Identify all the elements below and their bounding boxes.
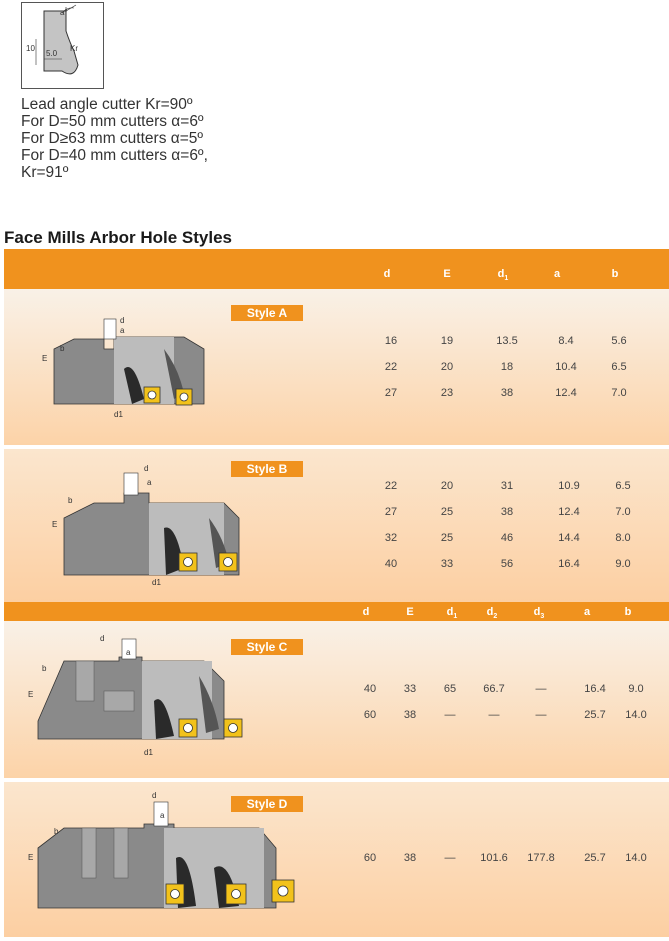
col-a: a <box>583 606 591 618</box>
lead-angle-diagram <box>21 2 104 89</box>
style-d-section <box>4 782 669 937</box>
table-cell: 23 <box>440 387 454 399</box>
table-cell: 16.4 <box>584 683 606 695</box>
table-cell: 16.4 <box>558 558 580 570</box>
style-c-badge: Style C <box>231 639 303 655</box>
table-cell: 32 <box>384 532 398 544</box>
table-cell: 6.5 <box>611 361 627 373</box>
table-cell: 6.5 <box>615 480 631 492</box>
table-cell: 66.7 <box>483 683 505 695</box>
style-d-badge: Style D <box>231 796 303 812</box>
dim-a: a <box>120 326 125 335</box>
col-a: a <box>553 268 561 280</box>
col-d2: $d_2$ <box>486 606 498 620</box>
table-cell: — <box>535 683 547 695</box>
note-line: Lead angle cutter Kr=90º <box>21 96 193 113</box>
col-b: b <box>624 606 632 618</box>
table-cell: 40 <box>384 558 398 570</box>
style-c-section <box>4 621 669 778</box>
style-a-badge: Style A <box>231 305 303 321</box>
dim-e: E <box>52 520 58 529</box>
dim-d1: d1 <box>144 748 153 757</box>
table-cell: 31 <box>500 480 514 492</box>
table-cell: 14.0 <box>625 852 647 864</box>
dim-a: a <box>126 648 131 657</box>
table-cell: 20 <box>440 480 454 492</box>
table-cell: 25 <box>440 506 454 518</box>
table-header-ab <box>4 249 669 289</box>
dim-d: d <box>120 316 125 325</box>
table-cell: — <box>535 709 547 721</box>
table-cell: 10.4 <box>555 361 577 373</box>
dim-d: d <box>152 791 157 800</box>
table-cell: 33 <box>403 683 417 695</box>
style-b-badge: Style B <box>231 461 303 477</box>
table-cell: 33 <box>440 558 454 570</box>
col-d: d <box>362 606 370 618</box>
dim-d: d <box>100 634 105 643</box>
table-cell: 25.7 <box>584 709 606 721</box>
style-b-section <box>4 449 669 602</box>
table-cell: — <box>488 709 500 721</box>
dim-b: b <box>54 827 59 836</box>
table-cell: 14.4 <box>558 532 580 544</box>
table-cell: 60 <box>363 709 377 721</box>
table-cell: 9.0 <box>615 558 631 570</box>
note-line: For D=50 mm cutters α=6º <box>21 113 204 130</box>
table-cell: 65 <box>443 683 457 695</box>
label-5: 5.0 <box>46 49 58 58</box>
col-d3: $d_3$ <box>533 606 545 620</box>
label-a-degree: a° <box>60 8 68 17</box>
table-cell: 12.4 <box>555 387 577 399</box>
section-title: Face Mills Arbor Hole Styles <box>4 228 232 247</box>
dim-d1: d1 <box>152 578 161 587</box>
table-cell: 16 <box>384 335 398 347</box>
table-cell: 13.5 <box>496 335 518 347</box>
col-e: E <box>443 268 451 280</box>
table-cell: 60 <box>363 852 377 864</box>
dim-d1: d1 <box>114 410 123 419</box>
table-cell: 20 <box>440 361 454 373</box>
table-cell: 10.9 <box>558 480 580 492</box>
note-line: Kr=91º <box>21 164 69 181</box>
table-cell: 38 <box>403 709 417 721</box>
dim-a: a <box>160 811 165 820</box>
table-cell: 40 <box>363 683 377 695</box>
col-d: d <box>383 268 391 280</box>
table-cell: 27 <box>384 387 398 399</box>
col-b: b <box>611 268 619 280</box>
dim-b: b <box>60 344 65 353</box>
table-cell: 7.0 <box>615 506 631 518</box>
table-cell: 19 <box>440 335 454 347</box>
style-a-section <box>4 289 669 445</box>
dim-a: a <box>147 478 152 487</box>
table-cell: 12.4 <box>558 506 580 518</box>
table-cell: 38 <box>500 506 514 518</box>
table-cell: 25.7 <box>584 852 606 864</box>
col-d1: $d_1$ <box>497 268 509 282</box>
dim-e: E <box>28 853 34 862</box>
table-header-cd <box>4 602 669 621</box>
table-cell: 5.6 <box>611 335 627 347</box>
dim-e: E <box>42 354 48 363</box>
lead-angle-notes <box>21 96 208 181</box>
table-cell: 22 <box>384 480 398 492</box>
note-line: For D=40 mm cutters α=6º, <box>21 147 208 164</box>
table-cell: — <box>444 709 456 721</box>
table-cell: 8.0 <box>615 532 631 544</box>
col-d1: $d_1$ <box>446 606 458 620</box>
note-line: For D≥63 mm cutters α=5º <box>21 130 204 147</box>
dim-d: d <box>144 464 149 473</box>
table-cell: 22 <box>384 361 398 373</box>
dim-b: b <box>68 496 73 505</box>
label-10: 10 <box>26 44 35 53</box>
table-cell: 101.6 <box>480 852 508 864</box>
table-cell: 18 <box>500 361 514 373</box>
dim-e: E <box>28 690 34 699</box>
table-cell: 38 <box>403 852 417 864</box>
table-cell: 38 <box>500 387 514 399</box>
table-cell: 25 <box>440 532 454 544</box>
table-cell: — <box>444 852 456 864</box>
col-e: E <box>406 606 414 618</box>
table-cell: 14.0 <box>625 709 647 721</box>
table-cell: 7.0 <box>611 387 627 399</box>
table-cell: 177.8 <box>527 852 555 864</box>
table-cell: 56 <box>500 558 514 570</box>
table-cell: 46 <box>500 532 514 544</box>
label-kr: Kr <box>70 44 78 53</box>
table-cell: 9.0 <box>628 683 644 695</box>
table-cell: 8.4 <box>558 335 574 347</box>
dim-b: b <box>42 664 47 673</box>
table-cell: 27 <box>384 506 398 518</box>
